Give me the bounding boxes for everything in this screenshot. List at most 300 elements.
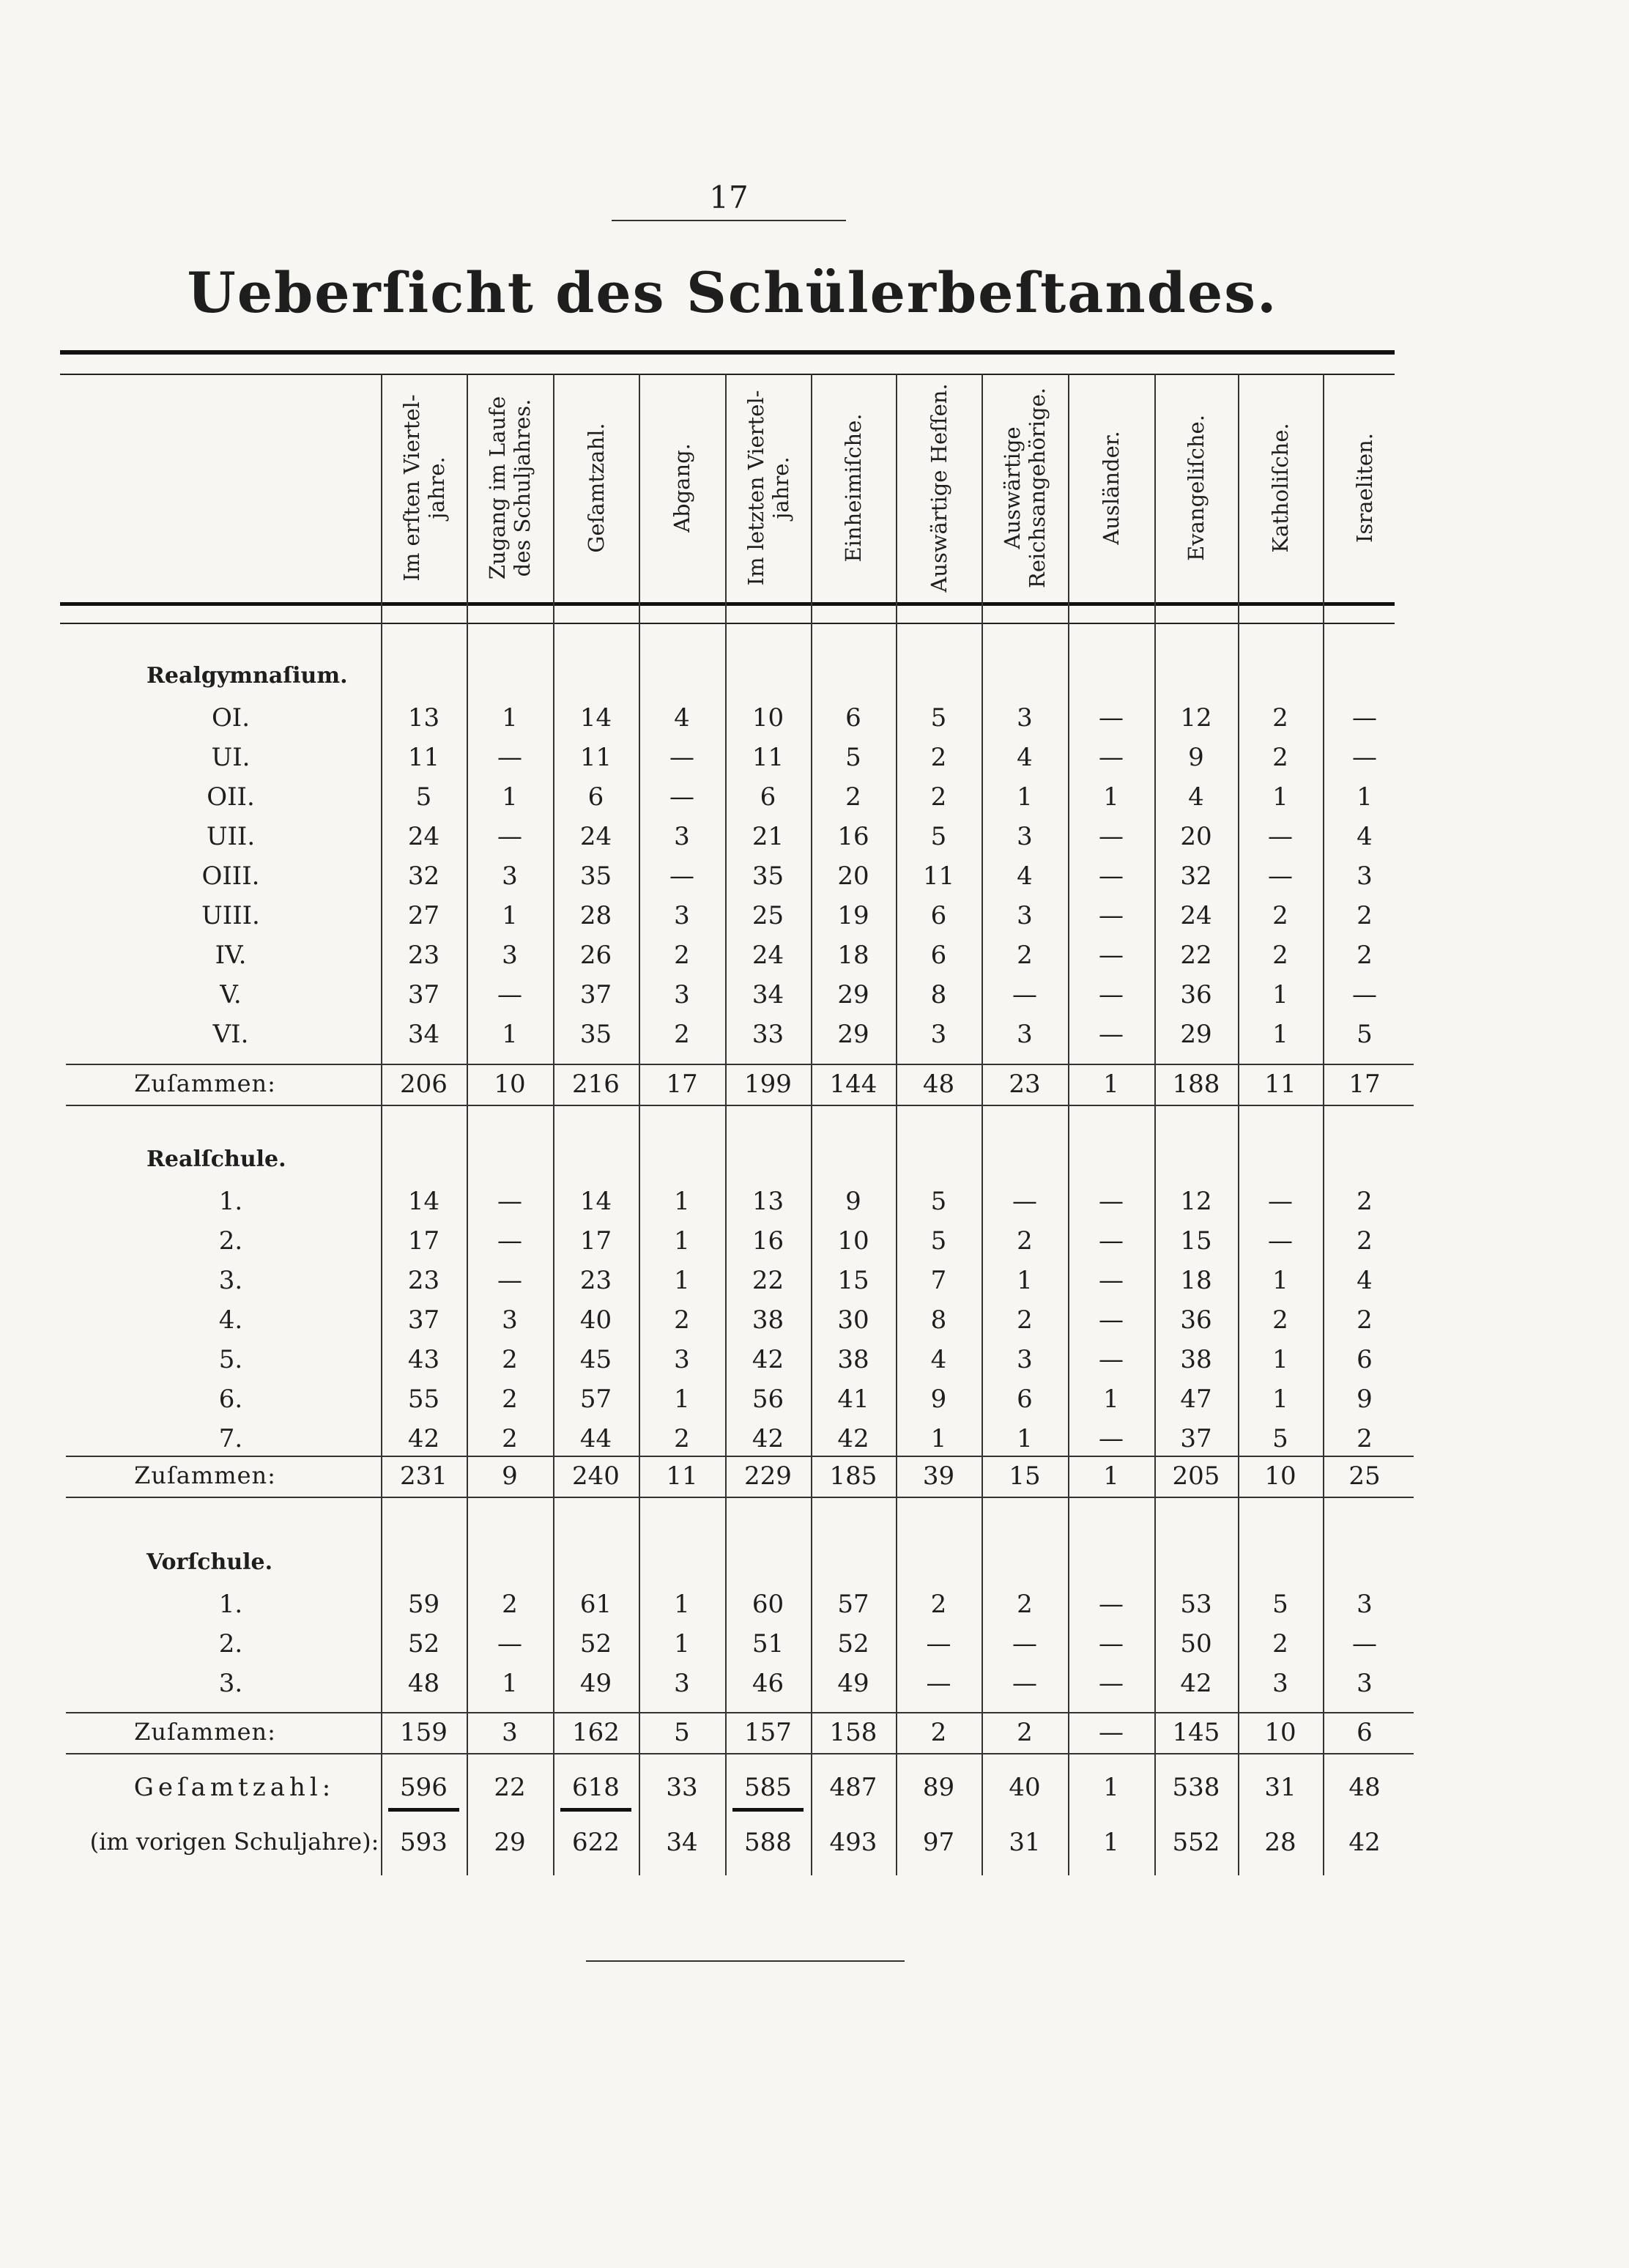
table-cell: 50	[1180, 1629, 1212, 1659]
table-cell: 1	[1272, 782, 1288, 812]
column-header-label: Evangeliſche.	[1184, 415, 1209, 561]
table-cell: 2	[674, 941, 690, 970]
table-cell: 1	[1017, 782, 1033, 812]
column-header-label: Zugang im Laufe des Schuljahres.	[485, 396, 535, 580]
table-cell: 61	[579, 1590, 612, 1619]
column-header	[1323, 375, 1406, 601]
table-cell: 5	[674, 1718, 690, 1747]
table-cell: 2	[674, 1305, 690, 1335]
table-cell: 2	[1017, 1590, 1033, 1619]
table-cell: 42	[1348, 1828, 1381, 1857]
table-cell: 158	[829, 1718, 877, 1747]
table-cell: 588	[744, 1828, 792, 1857]
table-cell: 6	[1017, 1385, 1033, 1414]
table-cell: 3	[1017, 1345, 1033, 1374]
table-cell: 3	[1357, 1669, 1373, 1698]
table-cell: —	[1352, 980, 1377, 1009]
row-label: 2.	[218, 1629, 243, 1659]
table-cell: 6	[1357, 1718, 1373, 1747]
table-cell: 24	[407, 822, 440, 851]
table-cell: 159	[400, 1718, 448, 1747]
table-cell: 36	[1180, 1305, 1212, 1335]
table-cell: 216	[572, 1070, 620, 1099]
table-cell: 22	[494, 1773, 526, 1802]
table-cell: 3	[502, 1305, 518, 1335]
row-label: VI.	[212, 1020, 249, 1049]
table-cell: —	[1352, 703, 1377, 733]
table-cell: —	[1099, 1187, 1124, 1216]
table-cell: 34	[752, 980, 784, 1009]
table-cell: 22	[1180, 941, 1212, 970]
table-cell: 18	[1180, 1266, 1212, 1295]
table-cell: 231	[400, 1461, 448, 1491]
bottom-rule	[586, 1960, 905, 1962]
table-cell: 28	[579, 901, 612, 930]
table-cell: 3	[674, 822, 690, 851]
table-cell: —	[926, 1629, 951, 1659]
row-label: 1.	[218, 1590, 243, 1619]
table-cell: —	[1099, 822, 1124, 851]
table-cell: 199	[744, 1070, 792, 1099]
table-cell: 1	[1103, 1828, 1119, 1857]
table-cell: 23	[407, 1266, 440, 1295]
table-cell: 34	[666, 1828, 698, 1857]
table-cell: —	[1099, 1718, 1124, 1747]
table-cell: 229	[744, 1461, 792, 1491]
table-cell: 17	[1348, 1070, 1381, 1099]
column-header	[1154, 375, 1238, 601]
table-cell: —	[1352, 743, 1377, 772]
table-cell: —	[1012, 1669, 1037, 1698]
table-cell: 5	[845, 743, 861, 772]
sum-label: Zuſammen:	[134, 1461, 276, 1489]
header-bottom-rule	[60, 602, 1395, 606]
table-cell: —	[669, 861, 694, 891]
table-cell: 28	[1264, 1828, 1296, 1857]
table-cell: 32	[407, 861, 440, 891]
table-cell: 37	[579, 980, 612, 1009]
table-cell: 52	[837, 1629, 869, 1659]
table-cell: —	[1099, 1590, 1124, 1619]
table-cell: 16	[752, 1226, 784, 1256]
table-cell: 1	[1357, 782, 1373, 812]
row-label: 1.	[218, 1187, 243, 1216]
table-cell: 5	[1357, 1020, 1373, 1049]
table-cell: 2	[930, 743, 947, 772]
page-number: 17	[709, 179, 749, 215]
table-cell: 97	[922, 1828, 955, 1857]
table-cell: 3	[674, 1669, 690, 1698]
section-label: Vorſchule.	[146, 1549, 273, 1575]
table-cell: 24	[579, 822, 612, 851]
column-header-label: Auswärtige Heſſen.	[926, 383, 951, 593]
table-cell: 1	[674, 1187, 690, 1216]
table-cell: —	[1012, 1629, 1037, 1659]
table-cell: 3	[502, 1718, 518, 1747]
table-cell: 52	[407, 1629, 440, 1659]
table-cell: 622	[572, 1828, 620, 1857]
column-header	[639, 375, 725, 601]
table-cell: 1	[674, 1629, 690, 1659]
table-cell: 3	[674, 901, 690, 930]
table-cell: 38	[1180, 1345, 1212, 1374]
table-cell: 15	[1180, 1226, 1212, 1256]
table-cell: 9	[845, 1187, 861, 1216]
section-label: Realſchule.	[146, 1146, 286, 1172]
page-number-rule	[612, 220, 846, 221]
table-cell: 35	[579, 861, 612, 891]
table-cell: 1	[502, 901, 518, 930]
table-cell: 11	[752, 743, 784, 772]
table-cell: 2	[845, 782, 861, 812]
table-cell: 3	[674, 980, 690, 1009]
table-cell: —	[926, 1669, 951, 1698]
table-cell: 24	[752, 941, 784, 970]
table-cell: 3	[674, 1345, 690, 1374]
table-cell: —	[1099, 861, 1124, 891]
table-cell: 2	[930, 782, 947, 812]
table-cell: —	[497, 822, 522, 851]
table-cell: 1	[1272, 980, 1288, 1009]
table-cell: 538	[1172, 1773, 1220, 1802]
column-header-label: Auswärtige Reichsangehörige.	[1000, 388, 1050, 588]
row-label: V.	[220, 980, 242, 1009]
table-cell: —	[1268, 822, 1293, 851]
table-cell: 42	[752, 1345, 784, 1374]
sum-bottom-rule	[66, 1497, 1414, 1498]
table-cell: 8	[930, 1305, 947, 1335]
table-cell: 157	[744, 1718, 792, 1747]
table-cell: 2	[674, 1020, 690, 1049]
column-header	[467, 375, 553, 601]
sum-bottom-rule	[66, 1753, 1414, 1754]
table-cell: 45	[579, 1345, 612, 1374]
row-label: OI.	[211, 703, 251, 733]
table-cell: —	[497, 1226, 522, 1256]
table-cell: 37	[407, 1305, 440, 1335]
table-cell: 42	[837, 1424, 869, 1453]
column-header-label: Im letzten Viertel- jahre.	[743, 390, 793, 586]
table-cell: 51	[752, 1629, 784, 1659]
table-cell: 2	[1272, 1629, 1288, 1659]
table-cell: 2	[1357, 1226, 1373, 1256]
total-underline	[732, 1808, 804, 1812]
column-header	[381, 375, 467, 601]
table-cell: 1	[1272, 1266, 1288, 1295]
table-cell: 1	[1272, 1020, 1288, 1049]
table-cell: 25	[1348, 1461, 1381, 1491]
table-cell: 24	[1180, 901, 1212, 930]
table-cell: 25	[752, 901, 784, 930]
table-cell: 3	[1357, 861, 1373, 891]
table-cell: 3	[1017, 901, 1033, 930]
table-cell: 48	[407, 1669, 440, 1698]
table-cell: 1	[674, 1385, 690, 1414]
row-label: 2.	[218, 1226, 243, 1256]
table-cell: 42	[407, 1424, 440, 1453]
table-cell: 59	[407, 1590, 440, 1619]
column-header	[553, 375, 639, 601]
row-label: 3.	[218, 1669, 243, 1698]
table-cell: 2	[1272, 941, 1288, 970]
table-cell: —	[1099, 1629, 1124, 1659]
column-header	[1068, 375, 1154, 601]
table-cell: 10	[837, 1226, 869, 1256]
table-cell: 2	[1357, 901, 1373, 930]
table-cell: 2	[502, 1345, 518, 1374]
table-cell: 42	[752, 1424, 784, 1453]
table-cell: 1	[1103, 1461, 1119, 1491]
table-cell: 16	[837, 822, 869, 851]
table-cell: 44	[579, 1424, 612, 1453]
total-underline	[560, 1808, 631, 1812]
row-label: 3.	[218, 1266, 243, 1295]
table-cell: —	[1099, 1266, 1124, 1295]
table-cell: 20	[1180, 822, 1212, 851]
table-cell: —	[497, 743, 522, 772]
column-header-label: Ausländer.	[1099, 431, 1124, 545]
table-cell: 17	[666, 1070, 698, 1099]
table-cell: 12	[1180, 1187, 1212, 1216]
column-header-label: Einheimiſche.	[841, 413, 866, 563]
table-cell: 585	[744, 1773, 792, 1802]
table-cell: 19	[837, 901, 869, 930]
table-cell: 52	[579, 1629, 612, 1659]
table-cell: 29	[1180, 1020, 1212, 1049]
table-cell: 37	[407, 980, 440, 1009]
table-cell: 1	[502, 1020, 518, 1049]
table-cell: 5	[415, 782, 432, 812]
table-cell: 42	[1180, 1669, 1212, 1698]
table-cell: 2	[1272, 1305, 1288, 1335]
table-cell: 12	[1180, 703, 1212, 733]
table-cell: 14	[579, 703, 612, 733]
table-cell: 2	[1272, 743, 1288, 772]
table-cell: 47	[1180, 1385, 1212, 1414]
table-cell: —	[1099, 703, 1124, 733]
table-cell: 23	[579, 1266, 612, 1295]
table-cell: —	[497, 1187, 522, 1216]
table-cell: 10	[1264, 1718, 1296, 1747]
table-cell: 34	[407, 1020, 440, 1049]
table-cell: —	[1268, 861, 1293, 891]
table-cell: 1	[502, 1669, 518, 1698]
table-cell: 162	[572, 1718, 620, 1747]
table-cell: 6	[845, 703, 861, 733]
table-cell: 48	[922, 1070, 955, 1099]
table-cell: 7	[930, 1266, 947, 1295]
table-cell: 11	[666, 1461, 698, 1491]
table-cell: 15	[837, 1266, 869, 1295]
table-cell: 30	[837, 1305, 869, 1335]
table-cell: 1	[1272, 1385, 1288, 1414]
table-cell: 17	[407, 1226, 440, 1256]
row-label: UI.	[211, 743, 251, 772]
table-cell: 38	[837, 1345, 869, 1374]
table-cell: 11	[922, 861, 955, 891]
table-cell: 1	[1017, 1424, 1033, 1453]
table-cell: 8	[930, 980, 947, 1009]
table-cell: —	[1099, 1345, 1124, 1374]
table-cell: 43	[407, 1345, 440, 1374]
table-cell: 1	[1272, 1345, 1288, 1374]
column-header-label: Abgang.	[669, 443, 694, 533]
table-cell: 36	[1180, 980, 1212, 1009]
table-cell: 3	[1017, 703, 1033, 733]
table-cell: 1	[1103, 1385, 1119, 1414]
column-header	[896, 375, 982, 601]
table-cell: 3	[930, 1020, 947, 1049]
table-cell: —	[1099, 941, 1124, 970]
table-cell: 22	[752, 1266, 784, 1295]
table-cell: 23	[1009, 1070, 1041, 1099]
table-cell: 1	[674, 1226, 690, 1256]
table-cell: 552	[1172, 1828, 1220, 1857]
previous-year-label: (im vorigen Schuljahre):	[89, 1828, 379, 1856]
table-cell: 14	[579, 1187, 612, 1216]
table-cell: —	[497, 1629, 522, 1659]
table-cell: 144	[829, 1070, 877, 1099]
table-cell: 26	[579, 941, 612, 970]
table-cell: 13	[752, 1187, 784, 1216]
table-cell: 46	[752, 1669, 784, 1698]
sum-top-rule	[66, 1456, 1414, 1457]
table-cell: —	[1352, 1629, 1377, 1659]
table-cell: 10	[494, 1070, 526, 1099]
table-cell: 2	[930, 1590, 947, 1619]
row-label: 4.	[218, 1305, 243, 1335]
table-cell: 6	[930, 901, 947, 930]
sum-label: Zuſammen:	[134, 1070, 276, 1097]
table-top-rule	[60, 350, 1395, 355]
table-cell: 60	[752, 1590, 784, 1619]
table-cell: 1	[1017, 1266, 1033, 1295]
table-cell: 57	[579, 1385, 612, 1414]
row-label: OIII.	[201, 861, 260, 891]
table-cell: —	[1099, 901, 1124, 930]
table-cell: 2	[1272, 703, 1288, 733]
table-cell: 2	[1357, 1424, 1373, 1453]
table-cell: —	[1099, 1226, 1124, 1256]
table-cell: 4	[1357, 1266, 1373, 1295]
page-title: Ueberſicht des Schülerbeſtandes.	[187, 260, 1278, 325]
table-cell: 38	[752, 1305, 784, 1335]
table-cell: 4	[1017, 861, 1033, 891]
table-cell: 2	[502, 1424, 518, 1453]
table-cell: 1	[502, 782, 518, 812]
table-cell: 6	[760, 782, 776, 812]
table-cell: —	[669, 782, 694, 812]
table-cell: 35	[579, 1020, 612, 1049]
table-cell: 35	[752, 861, 784, 891]
table-cell: 5	[1272, 1590, 1288, 1619]
total-underline	[388, 1808, 459, 1812]
table-cell: 14	[407, 1187, 440, 1216]
table-cell: 1	[502, 703, 518, 733]
sum-label: Zuſammen:	[134, 1718, 276, 1746]
sum-top-rule	[66, 1064, 1414, 1065]
table-cell: 2	[1357, 1187, 1373, 1216]
table-cell: 596	[400, 1773, 448, 1802]
table-cell: 9	[930, 1385, 947, 1414]
table-cell: 4	[930, 1345, 947, 1374]
table-cell: 11	[1264, 1070, 1296, 1099]
table-cell: 487	[829, 1773, 877, 1802]
table-cell: 17	[579, 1226, 612, 1256]
table-cell: 2	[1017, 1718, 1033, 1747]
table-cell: 1	[1103, 1773, 1119, 1802]
table-cell: 185	[829, 1461, 877, 1491]
table-cell: 3	[1357, 1590, 1373, 1619]
table-cell: 31	[1009, 1828, 1041, 1857]
table-cell: 205	[1172, 1461, 1220, 1491]
table-cell: —	[1099, 1669, 1124, 1698]
table-cell: —	[1012, 1187, 1037, 1216]
table-cell: 5	[930, 1226, 947, 1256]
table-cell: 2	[502, 1590, 518, 1619]
table-cell: —	[669, 743, 694, 772]
table-cell: 145	[1172, 1718, 1220, 1747]
table-cell: 2	[1357, 941, 1373, 970]
table-cell: 57	[837, 1590, 869, 1619]
table-cell: 56	[752, 1385, 784, 1414]
column-header-label: Katholiſche.	[1268, 423, 1293, 553]
column-header	[811, 375, 896, 601]
row-label: IV.	[215, 941, 247, 970]
row-label: 5.	[218, 1345, 243, 1374]
table-cell: 37	[1180, 1424, 1212, 1453]
table-cell: 2	[1357, 1305, 1373, 1335]
table-cell: 4	[674, 703, 690, 733]
table-cell: 49	[579, 1669, 612, 1698]
row-label: UIII.	[201, 901, 260, 930]
table-cell: 5	[930, 822, 947, 851]
table-cell: 29	[837, 1020, 869, 1049]
table-cell: 9	[1188, 743, 1204, 772]
table-cell: 5	[1272, 1424, 1288, 1453]
table-cell: —	[1268, 1187, 1293, 1216]
row-label: UII.	[206, 822, 256, 851]
row-label: 6.	[218, 1385, 243, 1414]
table-cell: 18	[837, 941, 869, 970]
table-cell: 29	[837, 980, 869, 1009]
table-cell: 240	[572, 1461, 620, 1491]
table-cell: 188	[1172, 1070, 1220, 1099]
table-cell: 1	[930, 1424, 947, 1453]
table-cell: 31	[1264, 1773, 1296, 1802]
table-cell: —	[1099, 1020, 1124, 1049]
table-cell: 9	[1357, 1385, 1373, 1414]
table-cell: —	[497, 980, 522, 1009]
table-cell: 48	[1348, 1773, 1381, 1802]
table-cell: 10	[752, 703, 784, 733]
table-cell: 1	[674, 1590, 690, 1619]
table-cell: 32	[1180, 861, 1212, 891]
table-cell: 1	[674, 1266, 690, 1295]
table-cell: 33	[666, 1773, 698, 1802]
table-cell: 206	[400, 1070, 448, 1099]
table-cell: —	[497, 1266, 522, 1295]
sum-top-rule	[66, 1712, 1414, 1713]
table-cell: 2	[1017, 941, 1033, 970]
table-cell: 4	[1017, 743, 1033, 772]
table-cell: 23	[407, 941, 440, 970]
table-cell: 40	[1009, 1773, 1041, 1802]
table-cell: 618	[572, 1773, 620, 1802]
table-cell: 6	[1357, 1345, 1373, 1374]
table-cell: —	[1268, 1226, 1293, 1256]
table-cell: 53	[1180, 1590, 1212, 1619]
